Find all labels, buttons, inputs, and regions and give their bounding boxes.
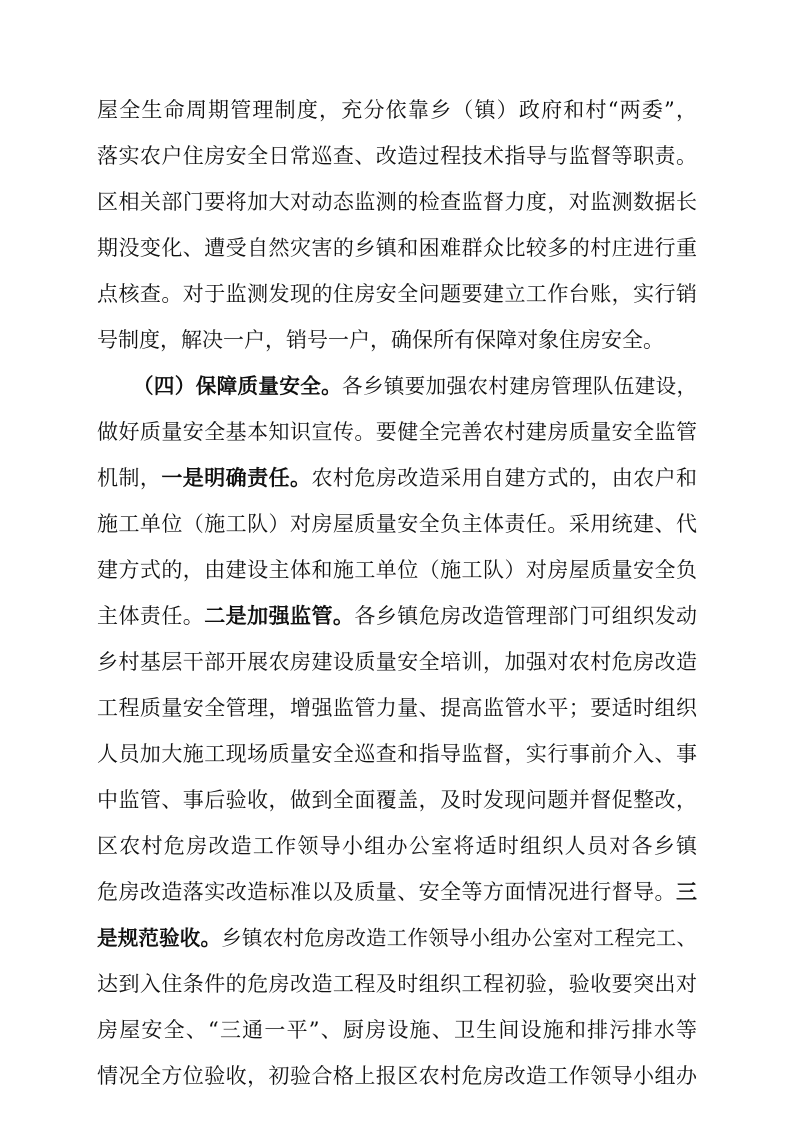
text-span: 区相关部门要将加大对动态监测的检查监督力度，对监测数据长	[97, 190, 697, 214]
text-span: 号制度，解决一户，销号一户，确保所有保障对象住房安全。	[97, 328, 664, 352]
text-span: 期没变化、遭受自然灾害的乡镇和困难群众比较多的村庄进行重	[97, 236, 697, 260]
text-span: 人员加大施工现场质量安全巡查和指导监督，实行事前介入、事	[97, 742, 697, 766]
point-heading-2: 二是加强监管。	[204, 604, 355, 628]
text-line-14	[97, 691, 697, 725]
text-line-19	[97, 921, 697, 955]
text-line-18	[97, 875, 697, 909]
text-span: 达到入住条件的危房改造工程及时组织工程初验，验收要突出对	[97, 972, 697, 996]
text-line-21	[97, 1013, 697, 1047]
text-span: 机制，	[97, 466, 162, 490]
text-line-9	[97, 461, 697, 495]
text-line-15	[97, 737, 697, 771]
text-span: 建方式的，由建设主体和施工单位（施工队）对房屋质量安全负	[97, 558, 697, 582]
text-line-11	[97, 553, 697, 587]
text-span: 危房改造落实改造标准以及质量、安全等方面情况进行督导。	[97, 880, 676, 904]
text-line-10	[97, 507, 697, 541]
text-span: 点核查。对于监测发现的住房安全问题要建立工作台账，实行销	[97, 282, 697, 306]
point-heading-3: 是规范验收。	[97, 926, 222, 950]
text-span: 施工单位（施工队）对房屋质量安全负主体责任。采用统建、代	[97, 512, 697, 536]
text-line-17	[97, 829, 697, 863]
text-span: 主体责任。	[97, 604, 205, 628]
section-heading-line	[133, 369, 697, 403]
text-line-12	[97, 599, 697, 633]
text-span: 乡村基层干部开展农房建设质量安全培训，加强对农村危房改造	[97, 650, 697, 674]
point-heading-3-start: 三	[676, 880, 697, 904]
text-span: 工程质量安全管理，增强监管力量、提高监管水平；要适时组织	[97, 696, 697, 720]
text-line-8	[97, 415, 697, 449]
text-span: 各乡镇危房改造管理部门可组织发动	[354, 604, 698, 628]
text-line-1	[97, 93, 697, 127]
text-span: 乡镇农村危房改造工作领导小组办公室对工程完工、	[221, 926, 698, 950]
text-span: 屋全生命周期管理制度，充分依靠乡（镇）政府和村“两委”，	[97, 98, 697, 122]
section-heading: （四）保障质量安全。	[133, 374, 343, 398]
text-span: 做好质量安全基本知识宣传。要健全完善农村建房质量安全监管	[97, 420, 697, 444]
text-span: 房屋安全、“三通一平”、厨房设施、卫生间设施和排污排水等	[97, 1018, 697, 1042]
text-span: 情况全方位验收，初验合格上报区农村危房改造工作领导小组办	[97, 1064, 697, 1088]
text-line-16	[97, 783, 697, 817]
text-line-2	[97, 139, 697, 173]
text-line-6	[97, 323, 697, 357]
point-heading-1: 一是明确责任。	[161, 466, 312, 490]
text-line-22	[97, 1059, 697, 1093]
text-span: 区农村危房改造工作领导小组办公室将适时组织人员对各乡镇	[97, 834, 697, 858]
text-line-3	[97, 185, 697, 219]
text-span: 中监管、事后验收，做到全面覆盖，及时发现问题并督促整改，	[97, 788, 697, 812]
text-span: 落实农户住房安全日常巡查、改造过程技术指导与监督等职责。	[97, 144, 697, 168]
text-line-4	[97, 231, 697, 265]
text-line-20	[97, 967, 697, 1001]
text-line-5	[97, 277, 697, 311]
text-span: 农村危房改造采用自建方式的，由农户和	[311, 466, 698, 490]
text-span: 各乡镇要加强农村建房管理队伍建设，	[342, 374, 698, 398]
text-line-13	[97, 645, 697, 679]
